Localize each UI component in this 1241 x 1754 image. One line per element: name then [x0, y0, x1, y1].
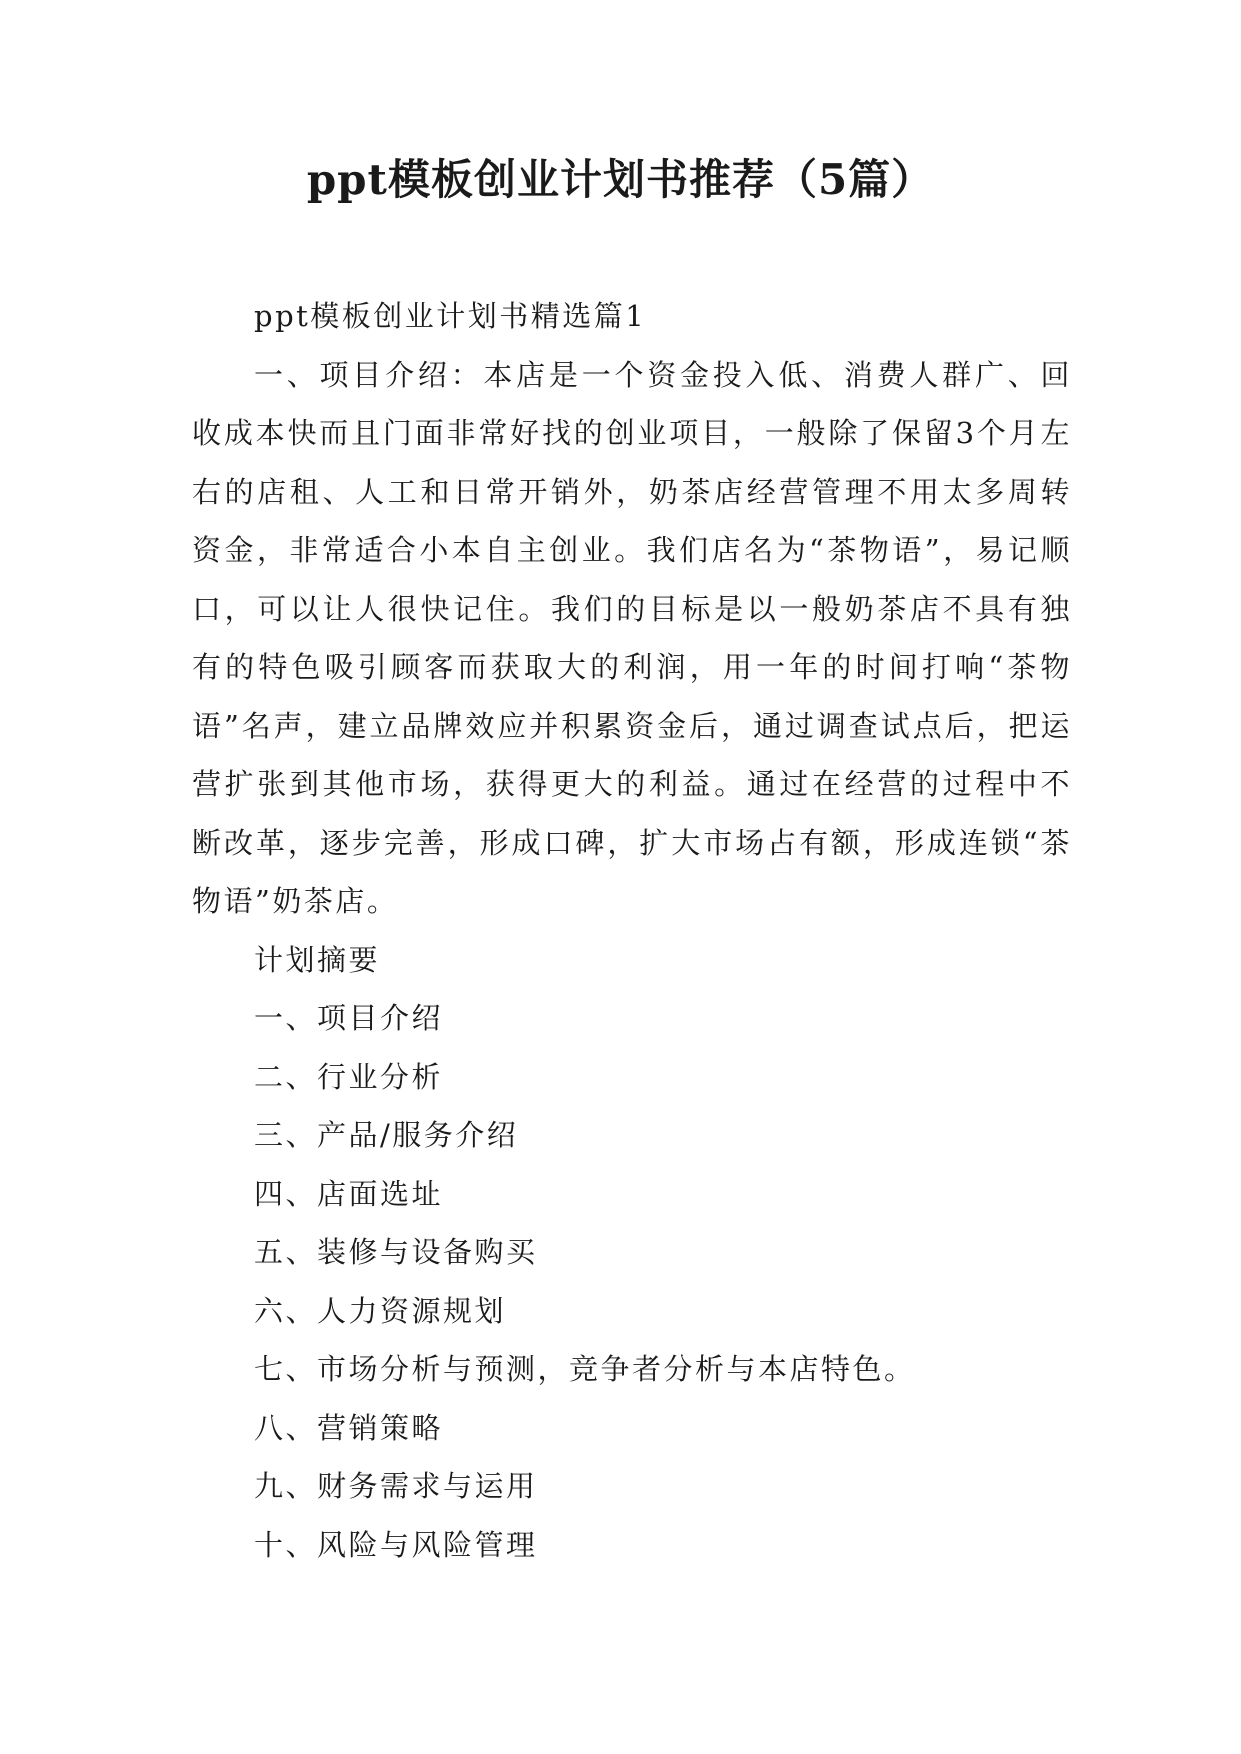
section-heading: ppt模板创业计划书精选篇1 — [254, 299, 647, 333]
document-title: ppt模板创业计划书推荐（5篇） — [306, 155, 935, 204]
summary-heading: 计划摘要 — [254, 942, 381, 977]
toc-item: 五、装修与设备购买 — [254, 1235, 538, 1269]
toc-item: 四、店面选址 — [254, 1176, 444, 1211]
document-body — [192, 287, 1072, 1574]
toc-item: 三、产品/服务介绍 — [254, 1118, 519, 1152]
intro-paragraph: 一、项目介绍：本店是一个资金投入低、消费人群广、回收成本快而且门面非常好找的创业项目，一般除了保留3个月左右的店租、人工和日常开销外，奶茶店经营管理不用太多周转资金，非常适合小本自主创业。我们店名为“茶物语”，易记顺口，可以让人很快记住。我们的目标是以一般奶茶店不具有独有的特色吸引顾客而获取大的利润，用一年的时间打响“茶物语”名声，建立品牌效应并积累资金后，通过调查试点后，把运营扩张到其他市场，获得更大的利益。通过在经营的过程中不断改革，逐步完善，形成口碑，扩大市场占有额，形成连锁“茶物语”奶茶店。 — [192, 357, 1072, 918]
toc-item: 一、项目介绍 — [254, 1001, 444, 1035]
toc-item: 二、行业分析 — [254, 1059, 444, 1094]
toc-item: 六、人力资源规划 — [254, 1293, 507, 1328]
table-of-contents — [192, 989, 1072, 1574]
toc-item: 七、市场分析与预测，竞争者分析与本店特色。 — [254, 1352, 916, 1386]
toc-item: 十、风险与风险管理 — [254, 1527, 538, 1562]
toc-item: 八、营销策略 — [254, 1410, 444, 1445]
toc-item: 九、财务需求与运用 — [254, 1469, 538, 1503]
